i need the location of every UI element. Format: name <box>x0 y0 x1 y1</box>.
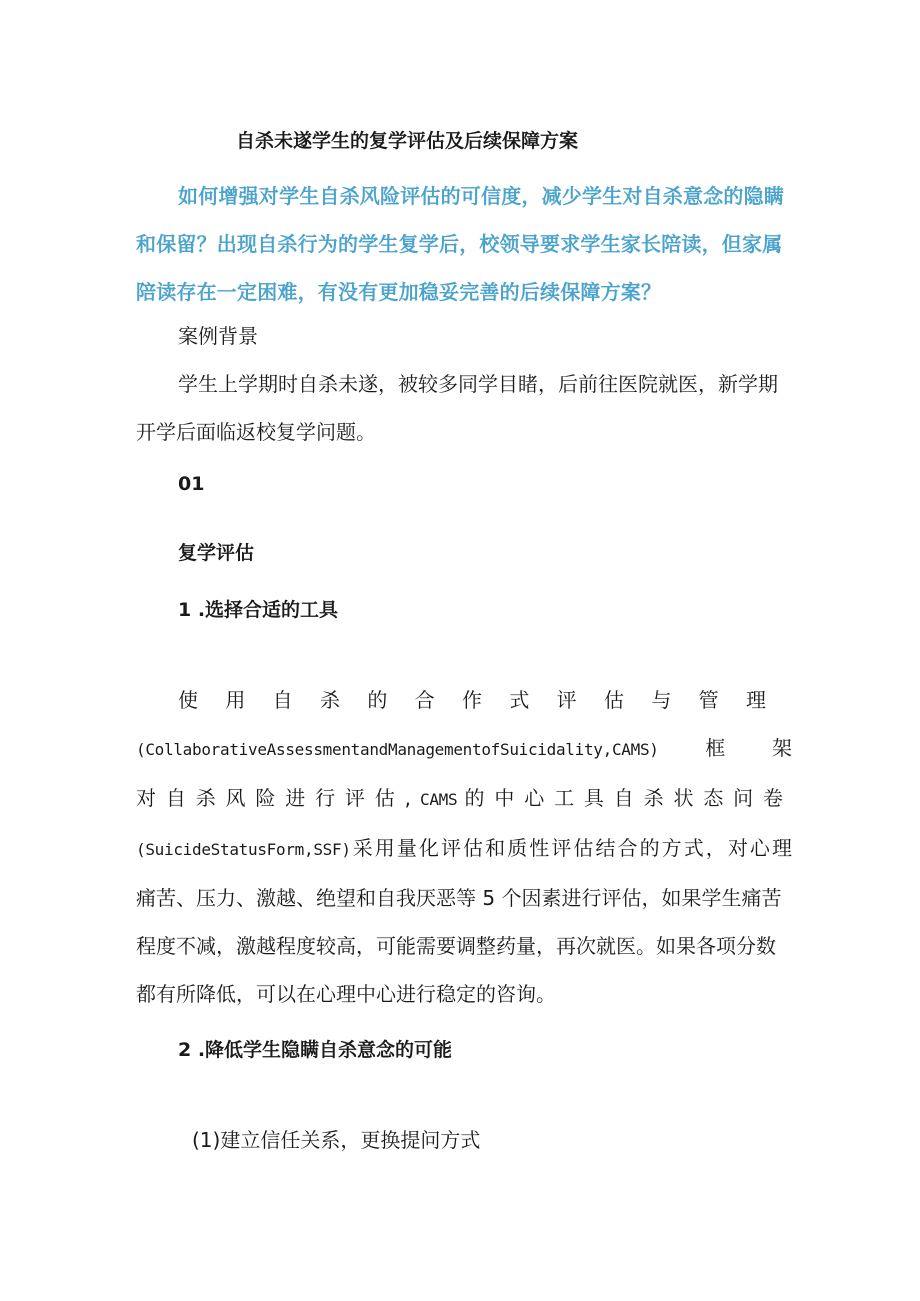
cams-line-1-text: 使用自杀的合作式评估与管理 <box>178 688 792 712</box>
subsection-1-rest: 痛苦、压力、激越、绝望和自我厌恶等 5 个因素进行评估，如果学生痛苦程度不减，激越程度较高，可能需要调整药量，再次就医。如果各项分数都有所降低，可以在心理中心进行稳定的咨询。 <box>136 886 782 1006</box>
case-text: 学生上学期时自杀未遂，被较多同学目睹，后前往医院就医，新学期开学后面临返校复学问题。 <box>136 372 778 444</box>
cams-line-2-cn: 框架 <box>658 736 792 760</box>
subsection-2-item-1: (1)建立信任关系，更换提问方式 <box>192 1128 481 1152</box>
subsection-title-1: 1 .选择合适的工具 <box>178 599 339 621</box>
subsection-1-paragraph <box>136 676 792 1018</box>
cams-english-name: (CollaborativeAssessmentandManagementofSuicidality,CAMS) <box>136 740 659 759</box>
cams-abbr: CAMS <box>419 790 458 809</box>
section-title: 复学评估 <box>178 542 255 564</box>
cams-line-3-b: 的中心工具自杀状态问卷 <box>464 786 793 810</box>
subsection-title-2: 2 .降低学生隐瞒自杀意念的可能 <box>178 1039 453 1061</box>
ssf-line-cn: 采用量化评估和质性评估结合的方式，对心理 <box>350 836 792 860</box>
lead-question: 如何增强对学生自杀风险评估的可信度，减少学生对自杀意念的隐瞒和保留？出现自杀行为的学生复学后，校领导要求学生家长陪读，但家属陪读存在一定困难，有没有更加稳妥完善的后续保障方案？ <box>136 184 784 304</box>
cams-line-3 <box>136 774 792 824</box>
case-label: 案例背景 <box>178 324 258 348</box>
cams-line-1 <box>136 676 792 724</box>
ssf-line <box>136 824 792 874</box>
document-title: 自杀未遂学生的复学评估及后续保障方案 <box>236 130 579 152</box>
section-number: 01 <box>178 473 205 495</box>
cams-line-3-a: 对自杀风险进行评估, <box>136 786 420 810</box>
cams-line-2 <box>136 724 792 774</box>
ssf-english-name: (SuicideStatusForm,SSF) <box>136 840 351 859</box>
